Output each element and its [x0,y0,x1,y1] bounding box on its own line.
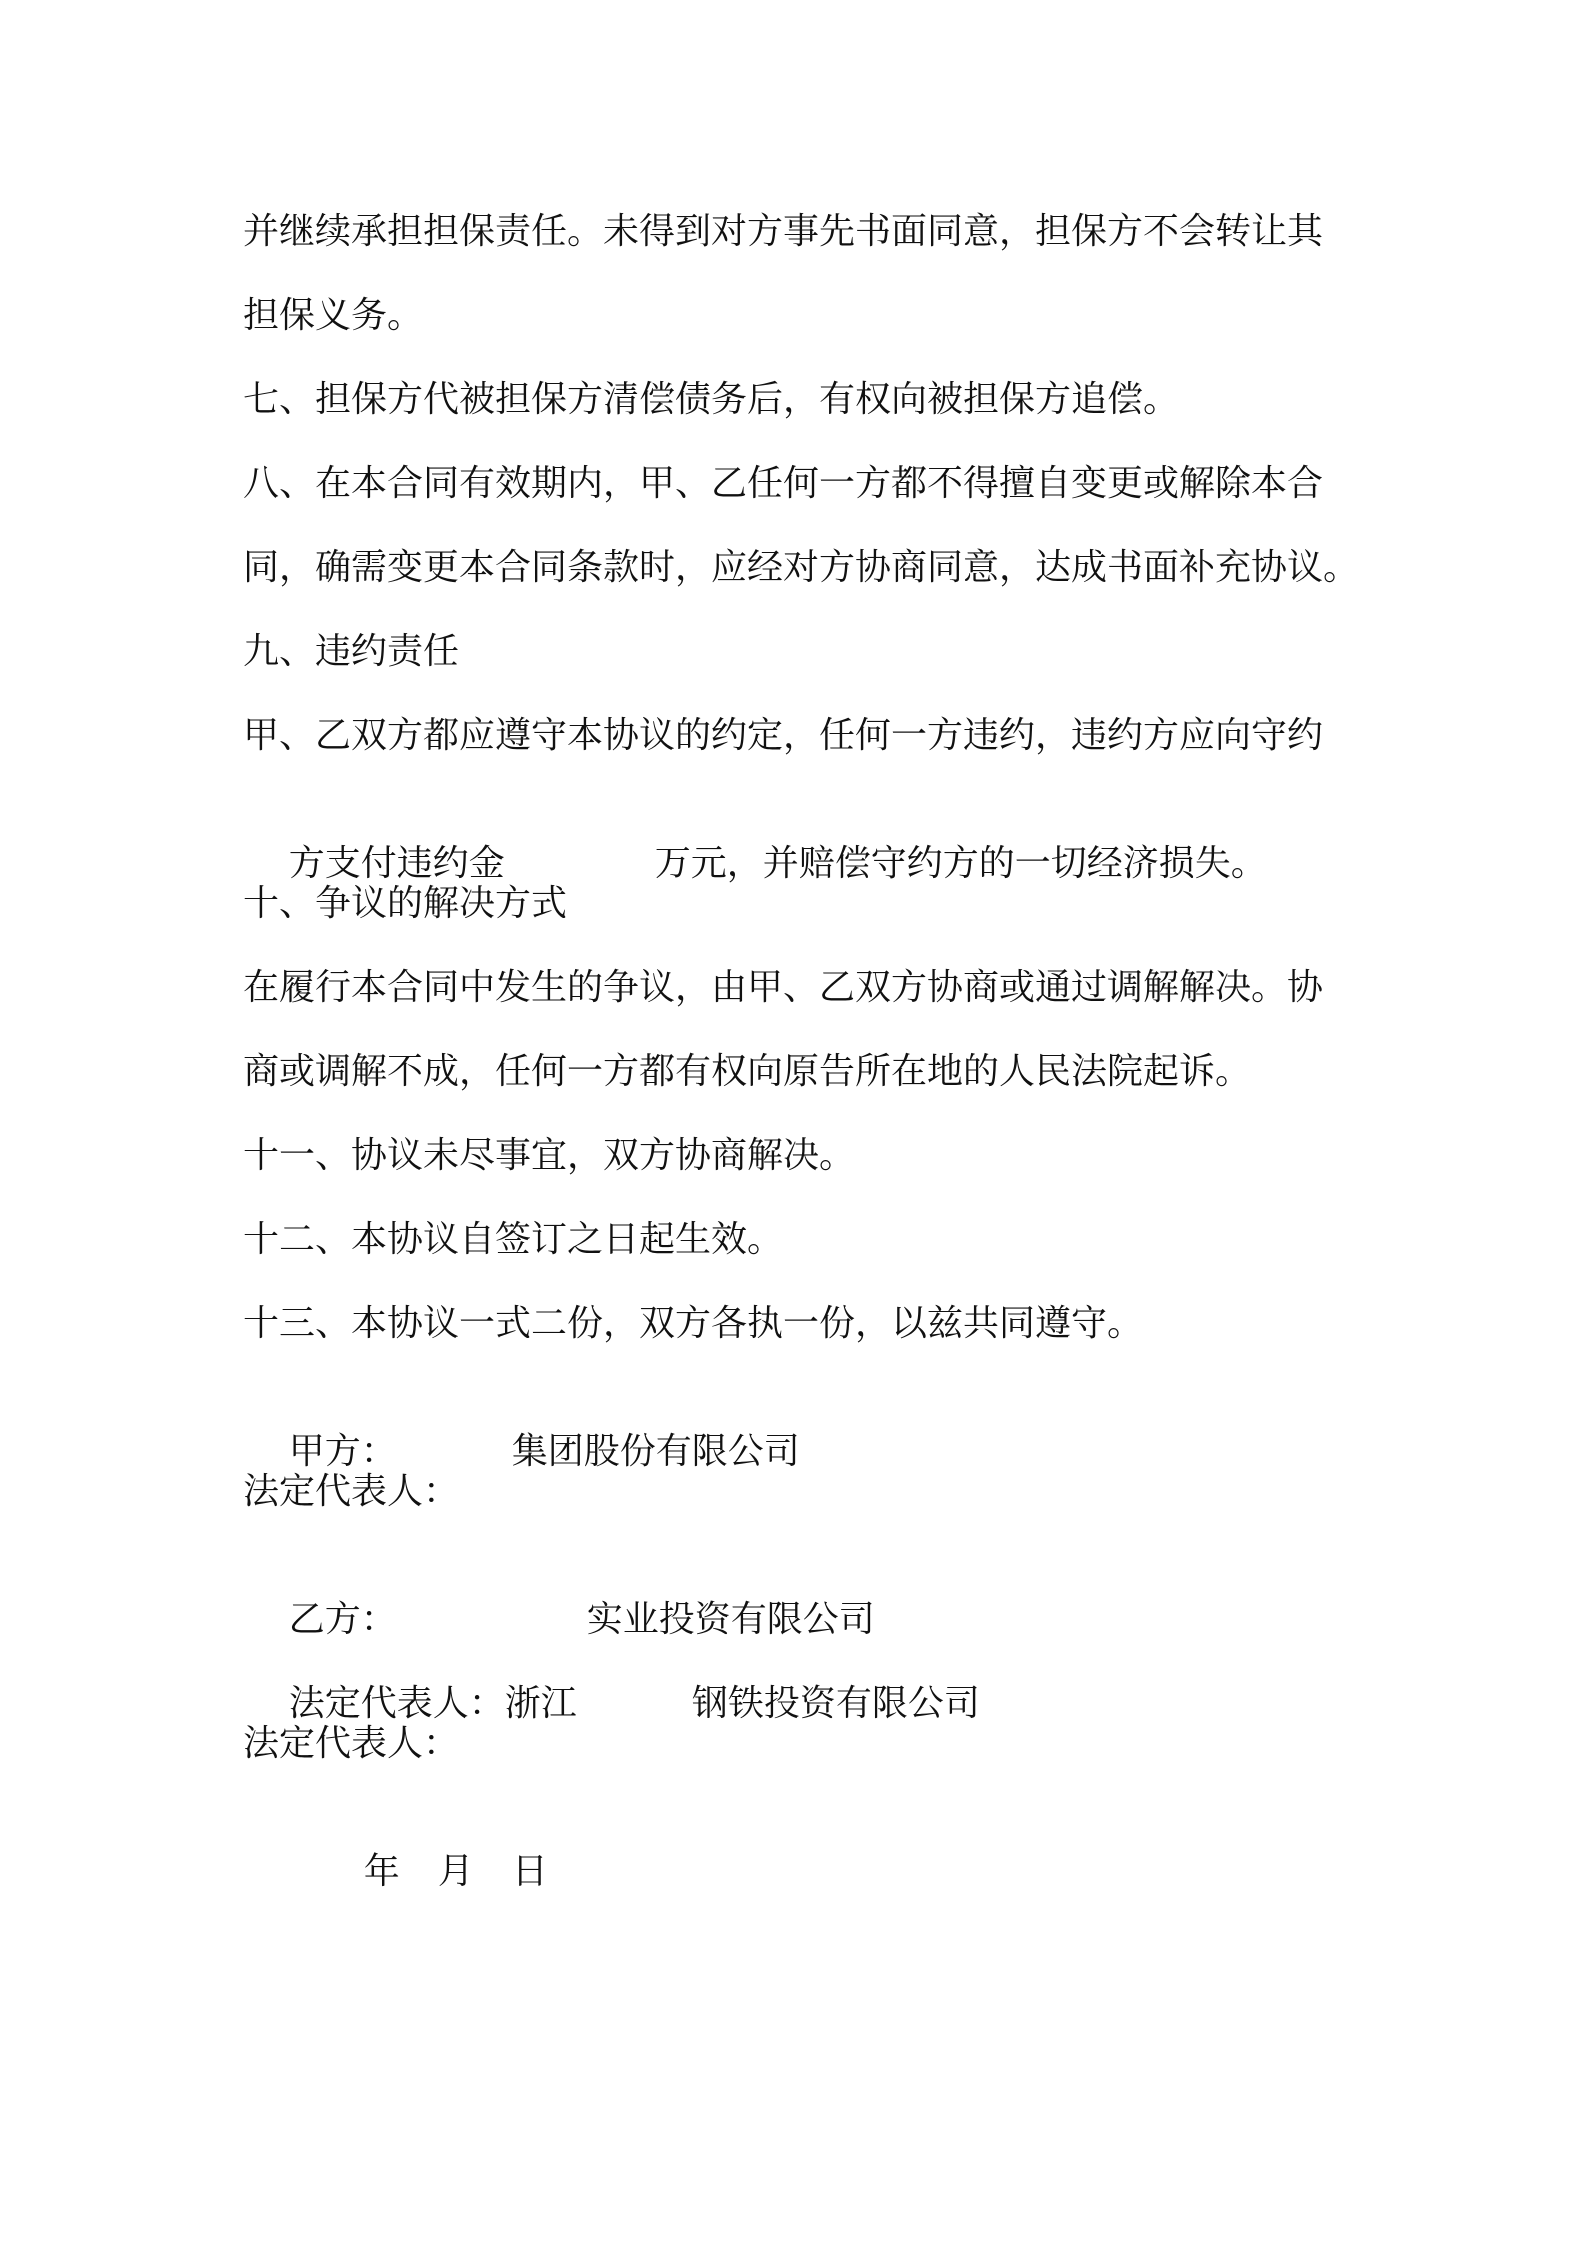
clause-nine-heading: 九、违约责任 [243,631,460,672]
party-b-name: 实业投资有限公司 [586,1599,875,1640]
clause-text-line: 在履行本合同中发生的争议，由甲、乙双方协商或通过调解解决。协 [243,967,1324,1008]
guarantor-region: 浙江 [504,1683,577,1724]
date-year: 年 [363,1851,400,1892]
party-a-label: 甲方： [288,1431,397,1472]
clause-thirteen: 十三、本协议一式二份，双方各执一份，以兹共同遵守。 [243,1303,1144,1344]
penalty-text-after: 万元，并赔偿守约方的一切经济损失。 [654,843,1267,884]
clause-text-line: 并继续承担担保责任。未得到对方事先书面同意，担保方不会转让其 [243,211,1324,252]
clause-text-line: 甲、乙双方都应遵守本协议的约定，任何一方违约，违约方应向守约 [243,715,1324,756]
clause-seven: 七、担保方代被担保方清偿债务后，有权向被担保方追偿。 [243,379,1180,420]
clause-text-line: 担保义务。 [243,295,424,336]
date-day: 日 [511,1851,548,1892]
party-b-label: 乙方： [288,1599,397,1640]
clause-twelve: 十二、本协议自签订之日起生效。 [243,1219,784,1260]
clause-text-line: 商或调解不成，任何一方都有权向原告所在地的人民法院起诉。 [243,1051,1252,1092]
signing-date [318,1806,1438,1938]
party-a-name: 集团股份有限公司 [511,1431,800,1472]
legal-representative-b-label: 法定代表人： [288,1683,505,1724]
clause-text-line: 同，确需变更本合同条款时，应经对方协商同意，达成书面补充协议。 [243,547,1360,588]
clause-eleven: 十一、协议未尽事宜，双方协商解决。 [243,1135,856,1176]
legal-representative-a: 法定代表人： [243,1471,460,1512]
clause-eight: 八、在本合同有效期内，甲、乙任何一方都不得擅自变更或解除本合 [243,463,1324,504]
legal-representative-c: 法定代表人： [243,1723,460,1764]
clause-ten-heading: 十、争议的解决方式 [243,883,568,924]
penalty-text-before: 方支付违约金 [288,843,505,884]
guarantor-name: 钢铁投资有限公司 [691,1683,980,1724]
date-month: 月 [437,1851,474,1892]
